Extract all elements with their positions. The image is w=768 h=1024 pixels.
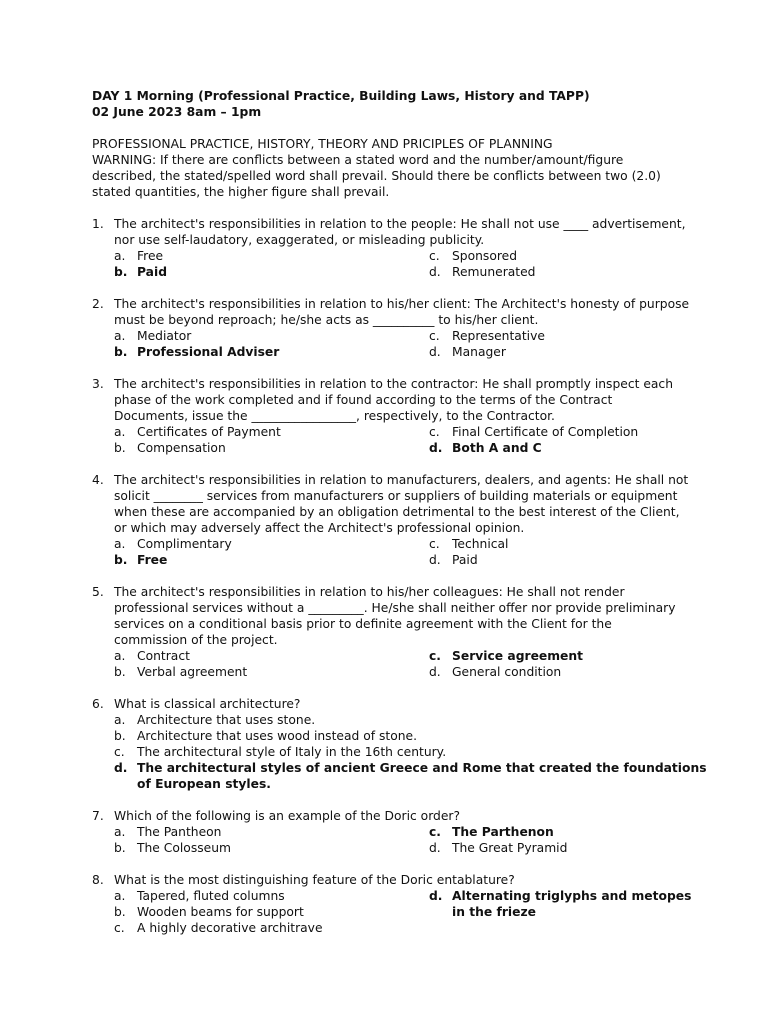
question-text: phase of the work completed and if found according to the terms of the Contract [114, 393, 613, 407]
question-number: 5. [92, 585, 104, 599]
question-text: The architect's responsibilities in relation to the contractor: He shall promptly inspect each [114, 377, 673, 391]
question-number: 6. [92, 697, 104, 711]
question-text: The architect's responsibilities in relation to the people: He shall not use ____ advertisement, [114, 217, 686, 231]
question-text: or which may adversely affect the Architect's professional opinion. [114, 521, 525, 535]
question-text: Documents, issue the _________________, respectively, to the Contractor. [114, 409, 555, 423]
date-line: 02 June 2023 8am – 1pm [92, 105, 262, 119]
question-text: The architect's responsibilities in relation to manufacturers, dealers, and agents: He shall not [114, 473, 689, 487]
question-text: nor use self-laudatory, exaggerated, or misleading publicity. [114, 233, 485, 247]
question-text: The architect's responsibilities in relation to his/her colleagues: He shall not render [114, 585, 625, 599]
question-number: 7. [92, 809, 104, 823]
question-text: when these are accompanied by an obligation detrimental to the best interest of the Client, [114, 505, 680, 519]
question-text: professional services without a _________. He/she shall neither offer nor provide preliminary [114, 601, 676, 615]
exam-page: DAY 1 Morning (Professional Practice, Building Laws, History and TAPP) 02 June 2023 8am – 1pm PROFESSIONAL PRACTICE, HISTORY, THEORY AND PRICIPLES OF PLANNING WARNING: If there are conflicts between a stated word and the number/amount/figure described, the stated/spelled word shall prevail. Should there be conflicts between two (2.0) stated quantities, the higher figure shall prevail. 1. The architect's responsibilities in relation to the people: He shall not use ____ advertisement, nor use self-laudatory, exaggerated, or misleading publicity. a. Free b. Paid c. Sponsored d. Remunerated 2. The architect's responsibilities in relation to his/her client: The Architect's honesty of purpose must be beyond reproach; he/she acts as __________ to his/her client. a. Mediator b. Professional Adviser c. Representative d. Manager 3. The architect's responsibilities in relation to the contractor: He shall promptly inspect each phase of the work completed and if found according to the terms of the Contract Documents, issue the _________________, respectively, to the Contractor. a. Certificates of Payment b. Compensation c. Final Certificate of Completion d. Both A and C 4. The architect's responsibilities in relation to manufacturers, dealers, and agents: He shall not solicit ________ services from manufacturers or suppliers of building materials or equipment when these are accompanied by an obligation detrimental to the best interest of the Client, or which may adversely affect the Architect's professional opinion. a. Complimentary b. Free c. Technical d. Paid 5. The architect's responsibilities in relation to his/her colleagues: He shall not render professional services without a _________. He/she shall neither offer nor provide preliminary services on a conditional basis prior to definite agreement with the Client for the commission of the project. a. Contract b. Verbal agreement c. Service agreement d. General condition 6. What is classical architecture? a. Architecture that uses stone. b. Architecture that uses wood instead of stone. c. The architectural style of Italy in the 16th century. d. The architectural styles of ancient Greece and Rome that created the foundations of European styles. 7. Which of the following is an example of the Doric order? a. The Pantheon b. The Colosseum c. The Parthenon d. The Great Pyramid 8. What is the most distinguishing feature of the Doric entablature? a. Tapered, fluted columns b. Wooden beams for support c. A highly decorative architrave d. Alternating triglyphs and metopes in the frieze [92, 89, 707, 935]
intro [92, 136, 692, 200]
warning-line: described, the stated/spelled word shall prevail. Should there be conflicts between two (2.0) [92, 169, 661, 183]
exam-header [92, 88, 692, 120]
warning-line: WARNING: If there are conflicts between a stated word and the number/amount/figure [92, 153, 624, 167]
question-text: What is the most distinguishing feature of the Doric entablature? [114, 873, 515, 887]
warning-line: stated quantities, the higher figure shall prevail. [92, 185, 390, 199]
question-text: must be beyond reproach; he/she acts as __________ to his/her client. [114, 313, 539, 327]
question-number: 2. [92, 297, 104, 311]
question-text: Which of the following is an example of the Doric order? [114, 809, 460, 823]
section-title: PROFESSIONAL PRACTICE, HISTORY, THEORY AND PRICIPLES OF PLANNING [92, 137, 553, 151]
question-number: 8. [92, 873, 104, 887]
question-text: services on a conditional basis prior to definite agreement with the Client for the [114, 617, 612, 631]
question-number: 4. [92, 473, 104, 487]
question-number: 1. [92, 217, 104, 231]
question-text: The architect's responsibilities in relation to his/her client: The Architect's honesty of purpose [114, 297, 690, 311]
question-text: commission of the project. [114, 633, 278, 647]
question-number: 3. [92, 377, 104, 391]
day-line: DAY 1 Morning (Professional Practice, Building Laws, History and TAPP) [92, 89, 590, 103]
question-text: What is classical architecture? [114, 697, 301, 711]
question-text: solicit ________ services from manufacturers or suppliers of building materials or equipment [114, 489, 678, 503]
